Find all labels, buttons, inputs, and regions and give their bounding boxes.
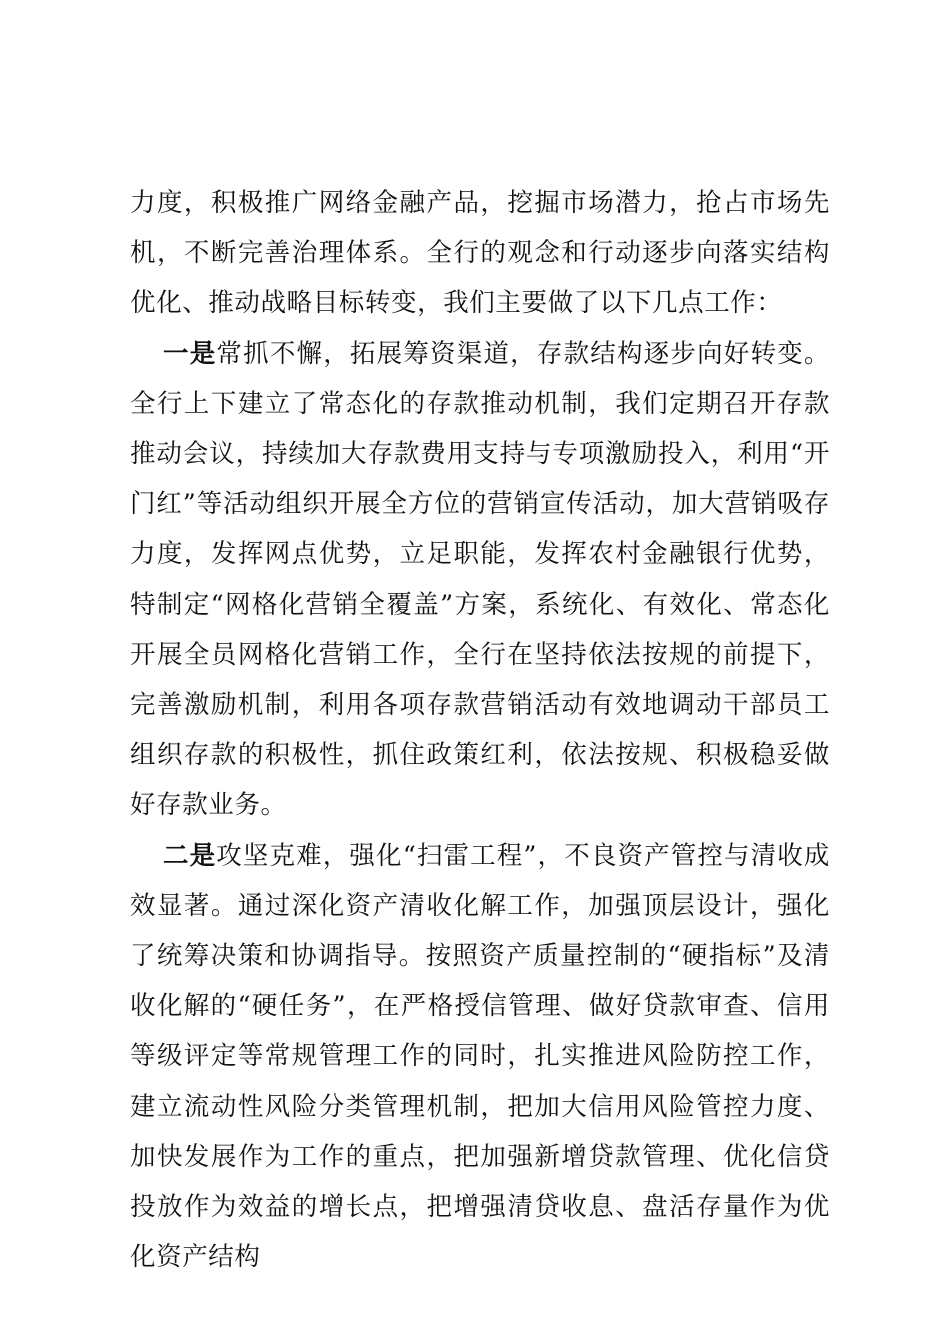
paragraph-point-one — [130, 329, 830, 831]
document-body — [130, 178, 830, 1282]
paragraph-point-two-text: 攻坚克难，强化“扫雷工程”，不良资产管控与清收成效显著。通过深化资产清收化解工作，加强顶层设计，强化了统筹决策和协调指导。按照资产质量控制的“硬指标”及清收化解的“硬任务”，在严格授信管理、做好贷款审查、信用等级评定等常规管理工作的同时，扎实推进风险防控工作，建立流动性风险分类管理机制，把加大信用风险管控力度、加快发展作为工作的重点，把加强新增贷款管理、优化信贷投放作为效益的增长点，把增强清贷收息、盘活存量作为优化资产结构 — [130, 840, 830, 1273]
paragraph-intro — [130, 178, 830, 329]
paragraph-point-one-lead: 一是 — [163, 338, 217, 369]
paragraph-point-two — [130, 831, 830, 1283]
paragraph-point-one-text: 常抓不懈，拓展筹资渠道，存款结构逐步向好转变。全行上下建立了常态化的存款推动机制，我们定期召开存款推动会议，持续加大存款费用支持与专项激励投入，利用“开门红”等活动组织开展全方位的营销宣传活动，加大营销吸存力度，发挥网点优势，立足职能，发挥农村金融银行优势，特制定“网格化营销全覆盖”方案，系统化、有效化、常态化开展全员网格化营销工作，全行在坚持依法按规的前提下，完善激励机制，利用各项存款营销活动有效地调动干部员工组织存款的积极性，抓住政策红利，依法按规、积极稳妥做好存款业务。 — [130, 338, 831, 821]
paragraph-point-two-lead: 二是 — [163, 840, 217, 871]
paragraph-intro-text: 力度，积极推广网络金融产品，挖掘市场潜力，抢占市场先机，不断完善治理体系。全行的观念和行动逐步向落实结构优化、推动战略目标转变，我们主要做了以下几点工作： — [130, 188, 830, 319]
